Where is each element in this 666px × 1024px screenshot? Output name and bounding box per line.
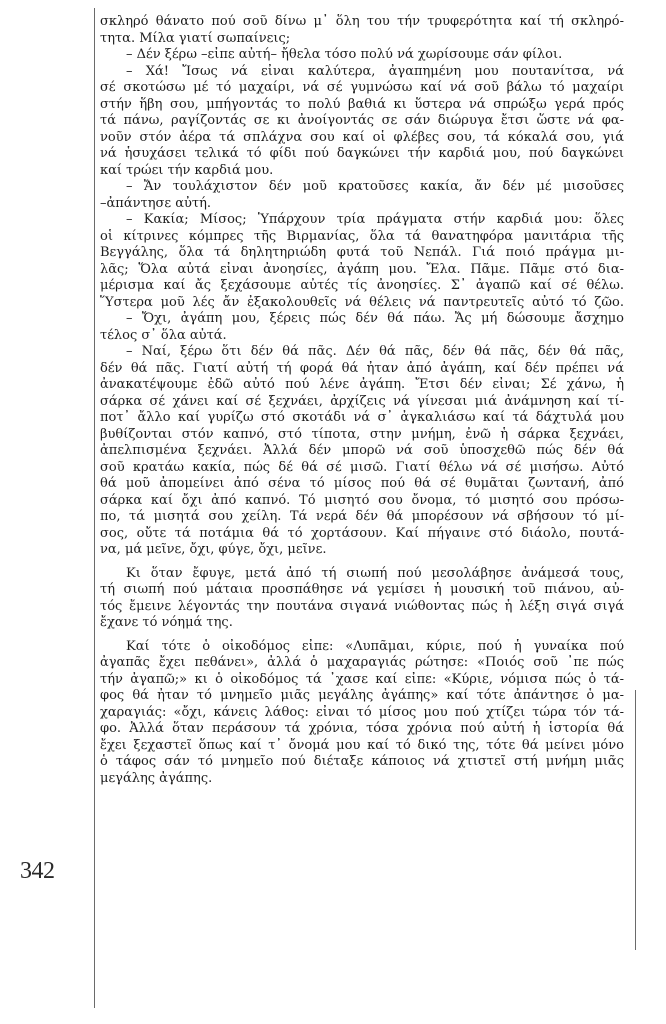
text-line: πο, τά μισητά σου χείλη. Τά νερά δέν θά μπορέσουν νά σβήσουν τό μί- — [100, 509, 624, 524]
text-line: – Δέν ξέρω –εἶπε αὐτή– ἤθελα τόσο πολύ νά χωρίσουμε σάν φίλοι. — [126, 47, 563, 62]
text-line: ἔχανε τό νόημά της. — [100, 615, 233, 630]
text-line: νά ἡσυχάσει τελικά τό φίδι πού δαγκώνει τήν καρδιά μου, πού δαγκώνει — [100, 146, 624, 161]
text-line: καί τρώει τήν καρδιά μου. — [100, 162, 274, 178]
text-line: νοῦν στόν ἀέρα τά σπλάχνα σου καί οἱ φλέβες σου, τά κόκαλά σου, γιά — [100, 129, 624, 145]
text-line: ἀνακατέψουμε ἐδῶ αὐτό πού λένε ἀγάπη. Ἔτσι δέν εἶναι; Σέ χάνω, ἡ — [100, 377, 624, 392]
text-line: σος, οὔτε τά ποτάμια θά τό χορτάσουν. Καί πήγαινε στό διάολο, πουτά- — [100, 525, 624, 541]
text-line: δέν θά πᾶς. Γιατί αὐτή τή φορά θά ἦταν ἀπό ἀγάπη, καί δέν πρέπει νά — [100, 360, 624, 376]
text-line: τέλος σ᾿ ὅλα αὐτά. — [100, 327, 227, 343]
text-line: σάρκα σέ χάνει καί σέ ξεχνάει, ἀρχίζεις νά γίνεσαι μιά ἀνάμνηση καί τί- — [100, 393, 624, 409]
text-line: – Κακία; Μίσος; Ὑπάρχουν τρία πράγματα στήν καρδιά μου: ὅλες — [126, 212, 624, 227]
text-line: τήν ἀγαπῶ;» κι ὁ οἰκοδόμος τά ᾿χασε καί εἶπε: «Κύριε, νόμισα πώς ὁ τά- — [100, 671, 624, 687]
text-line: τή σιωπή πού μάταια προσπάθησε νά γεμίσει ἡ μουσική τοῦ πιάνου, αὐ- — [100, 582, 624, 597]
text-line: μέρισμα καί ἄς ξεχάσουμε αὐτές τίς ἀνοησίες. Σ᾿ ἀγαπῶ καί σέ θέλω. — [100, 278, 624, 293]
text-line: – Χά! Ἴσως νά εἶναι καλύτερα, ἀγαπημένη μου πουτανίτσα, νά — [126, 63, 624, 79]
text-line: Βεγγάλης, ὅλα τά δηλητηριώδη φυτά τοῦ Νεπάλ. Γιά ποιό πράγμα μι- — [100, 245, 624, 260]
text-line: ἔχει ξεχαστεῖ ὅπως καί τ᾿ ὄνομά μου καί τό δικό της, τότε θά μείνει μόνο — [100, 737, 624, 753]
paragraph-gap — [100, 632, 624, 639]
text-line: σέ σκοτώσω μέ τό μαχαίρι, νά σέ γυμνώσω καί νά σοῦ βάλω τό μαχαίρι — [100, 80, 624, 95]
text-line: – Ὄχι, ἀγάπη μου, ξέρεις πώς δέν θά πάω. Ἄς μή δώσουμε ἄσχημο — [126, 311, 624, 326]
text-line: να, μά μεῖνε, ὄχι, φύγε, ὄχι, μεῖνε. — [100, 542, 327, 557]
text-line: τητα. Μίλα γιατί σωπαίνεις; — [100, 30, 291, 46]
text-line: ποτ᾿ ἄλλο καί γυρίζω στό σκοτάδι νά σ᾿ ἀγκαλιάσω καί τά δάχτυλά μου — [100, 410, 624, 425]
left-margin-rule — [94, 8, 95, 1008]
text-line: στήν ἥβη σου, μπήγοντάς το πολύ βαθιά κι ὕστερα νά σπρώξω γερά πρός — [100, 96, 624, 112]
body-text — [100, 14, 624, 787]
page-number: 342 — [20, 858, 55, 884]
paragraph-gap — [100, 559, 624, 566]
text-line: λᾶς; Ὅλα αὐτά εἶναι ἀνοησίες, ἀγάπη μου. Ἔλα. Πᾶμε. Πᾶμε στό δια- — [100, 261, 624, 277]
text-line: τός ἔμεινε λέγοντάς την πουτάνα σιγανά νιώθοντας πώς ἡ λέξη σιγά σιγά — [100, 598, 624, 614]
text-line: θά μοῦ ἀπομείνει ἀπό σένα τό μίσος πού θά σέ θυμᾶται ζωντανή, ἀπό — [100, 476, 624, 491]
text-line: Κι ὅταν ἔφυγε, μετά ἀπό τή σιωπή πού μεσολάβησε ἀνάμεσά τους, — [126, 565, 624, 581]
text-line: οἱ κίτρινες κόμπρες τῆς Βιρμανίας, ὅλα τά θανατηφόρα μανιτάρια τῆς — [100, 228, 624, 244]
text-line: τά πάνω, ραγίζοντάς σε κι ἀνοίγοντάς σε σάν διώρυγα ἔτσι ὥστε νά φα- — [100, 113, 624, 128]
text-line: ἀγαπᾶς ἔχει πεθάνει», ἀλλά ὁ μαχαραγιάς ρώτησε: «Ποιός σοῦ ᾿πε πώς — [100, 655, 624, 670]
text-line: φο. Ἀλλά ὅταν περάσουν τά χρόνια, τόσα χρόνια πού αὐτή ἡ ἱστορία θά — [100, 721, 624, 736]
text-line: μεγάλης ἀγάπης. — [100, 770, 213, 786]
text-line: ὁ τάφος σάν τό μνημεῖο πού διέταξε κάποιος νά χτιστεῖ στή μνήμη μιᾶς — [100, 754, 624, 769]
text-line: – Ναί, ξέρω ὅτι δέν θά πᾶς. Δέν θά πᾶς, δέν θά πᾶς, δέν θά πᾶς, — [126, 344, 624, 359]
text-line: ἀπελπισμένα ξεχνάει. Ἀλλά δέν μπορῶ νά σοῦ ὑποσχεθῶ πώς δέν θά — [100, 443, 624, 458]
text-line: Ὕστερα μοῦ λές ἄν ἐξακολουθεῖς νά θέλεις νά παντρευτεῖς αὐτό τό ζῶο. — [100, 294, 624, 310]
text-line: σάρκα καί ὄχι ἀπό καπνό. Τό μισητό σου ὄνομα, τό μισητό σου πρόσω- — [100, 492, 624, 508]
text-line: βυθίζονται στόν καπνό, στό τίποτα, στην μνήμη, ἐνῶ ἡ σάρκα ξεχνάει, — [100, 426, 624, 442]
text-line: χαραγιάς: «ὄχι, κάνεις λάθος: εἶναι τό μίσος μου πού χτίζει τώρα τόν τά- — [100, 704, 624, 720]
text-line: φος θά ἦταν τό μνημεῖο μιᾶς μεγάλης ἀγάπης» καί τότε ἀπάντησε ὁ μα- — [100, 688, 624, 703]
text-line: – Ἄν τουλάχιστον δέν μοῦ κρατοῦσες κακία, ἄν δέν μέ μισοῦσες — [126, 179, 624, 194]
text-line: –ἀπάντησε αὐτή. — [100, 195, 212, 211]
text-line: σοῦ κρατάω κακία, πώς δέ θά σέ μισῶ. Γιατί θέλω νά σέ μισήσω. Αὐτό — [100, 459, 624, 475]
text-line: Καί τότε ὁ οἰκοδόμος εἶπε: «Λυπᾶμαι, κύριε, πού ἡ γυναίκα πού — [126, 638, 624, 654]
right-margin-rule — [635, 690, 636, 950]
text-line: σκληρό θάνατο πού σοῦ δίνω μ᾿ ὅλη του τήν τρυφερότητα καί τή σκληρό- — [100, 14, 624, 29]
